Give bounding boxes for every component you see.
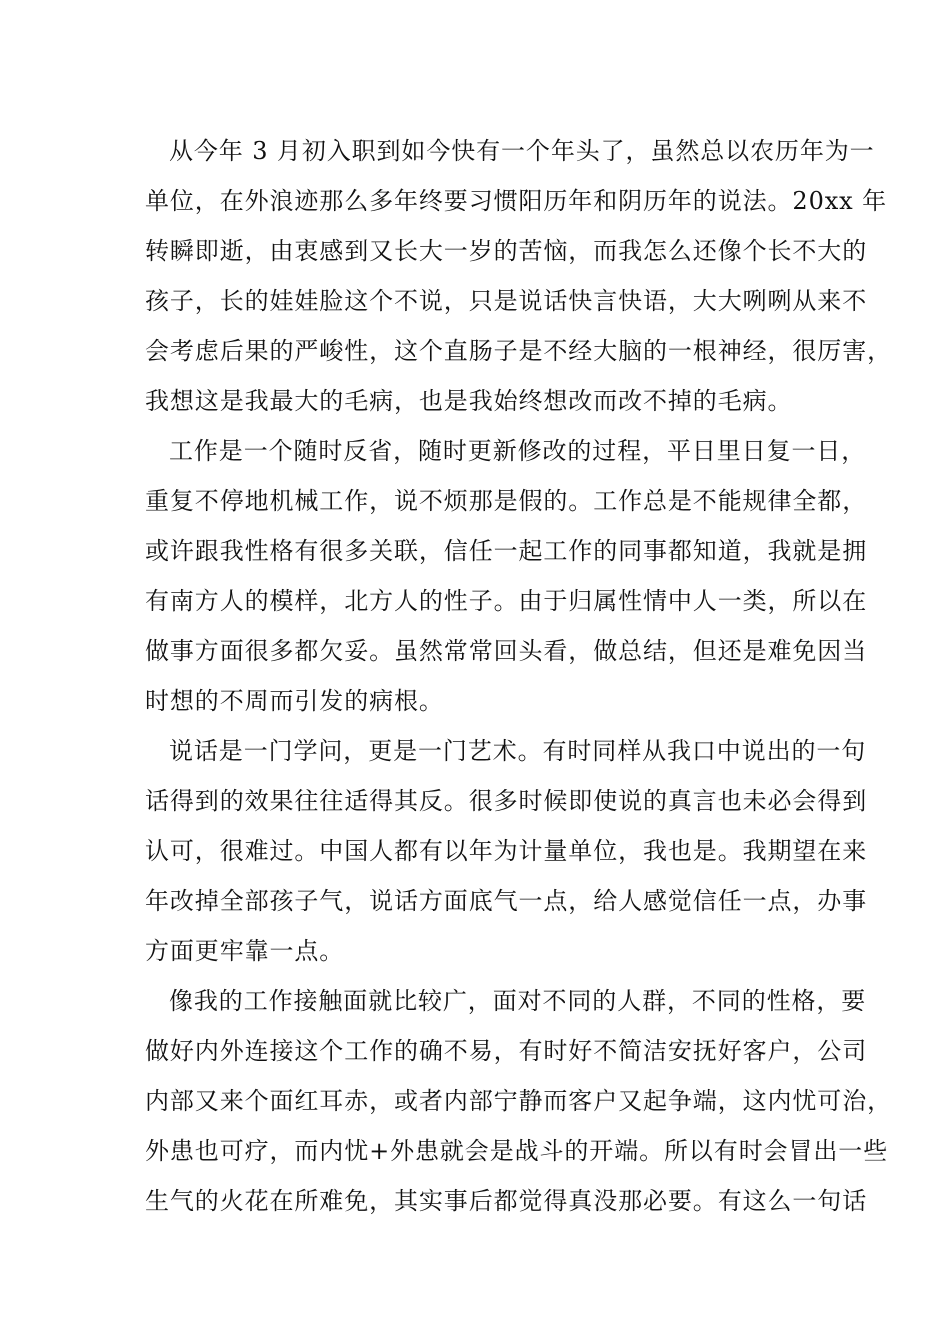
paragraph-line: 有南方人的模样，北方人的性子。由于归属性情中人一类，所以在: [145, 587, 868, 615]
paragraph-line: 话得到的效果往往适得其反。很多时候即使说的真言也未必会得到: [145, 787, 868, 815]
paragraph-line: 年改掉全部孩子气，说话方面底气一点，给人感觉信任一点，办事: [145, 887, 868, 915]
paragraph-line: 说话是一门学问，更是一门艺术。有时同样从我口中说出的一句: [169, 737, 867, 765]
paragraph-line: 重复不停地机械工作，说不烦那是假的。工作总是不能规律全都，: [145, 487, 868, 515]
paragraph-line: 生气的火花在所难免，其实事后都觉得真没那必要。有这么一句话: [145, 1187, 868, 1215]
paragraph-line: 我想这是我最大的毛病，也是我始终想改而改不掉的毛病。: [145, 387, 793, 415]
paragraph-line: 时想的不周而引发的病根。: [145, 687, 444, 715]
paragraph-line: 像我的工作接触面就比较广，面对不同的人群，不同的性格，要: [169, 987, 867, 1015]
paragraph-line: 做好内外连接这个工作的确不易，有时好不简洁安抚好客户，公司: [145, 1037, 868, 1065]
paragraph-line: 会考虑后果的严峻性，这个直肠子是不经大脑的一根神经，很厉害，: [145, 337, 892, 365]
paragraph-line: 外患也可疗，而内忧+外患就会是战斗的开端。所以有时会冒出一些: [145, 1137, 889, 1165]
paragraph-1: [145, 126, 892, 426]
paragraph-line: 方面更牢靠一点。: [145, 937, 345, 965]
paragraph-line: 转瞬即逝，由衷感到又长大一岁的苦恼，而我怎么还像个长不大的: [145, 237, 868, 265]
paragraph-3: [145, 726, 868, 976]
paragraph-line: 单位，在外浪迹那么多年终要习惯阳历年和阴历年的说法。20xx 年: [145, 187, 888, 215]
document-body: [145, 126, 892, 1226]
paragraph-line: 孩子，长的娃娃脸这个不说，只是说话快言快语，大大咧咧从来不: [145, 287, 868, 315]
paragraph-line: 或许跟我性格有很多关联，信任一起工作的同事都知道，我就是拥: [145, 537, 868, 565]
paragraph-line: 工作是一个随时反省，随时更新修改的过程，平日里日复一日，: [169, 437, 867, 465]
paragraph-4: [145, 976, 892, 1226]
paragraph-line: 内部又来个面红耳赤，或者内部宁静而客户又起争端，这内忧可治，: [145, 1087, 892, 1115]
paragraph-line: 从今年 3 月初入职到如今快有一个年头了，虽然总以农历年为一: [169, 137, 875, 165]
paragraph-line: 做事方面很多都欠妥。虽然常常回头看，做总结，但还是难免因当: [145, 637, 868, 665]
paragraph-2: [145, 426, 868, 726]
paragraph-line: 认可，很难过。中国人都有以年为计量单位，我也是。我期望在来: [145, 837, 868, 865]
